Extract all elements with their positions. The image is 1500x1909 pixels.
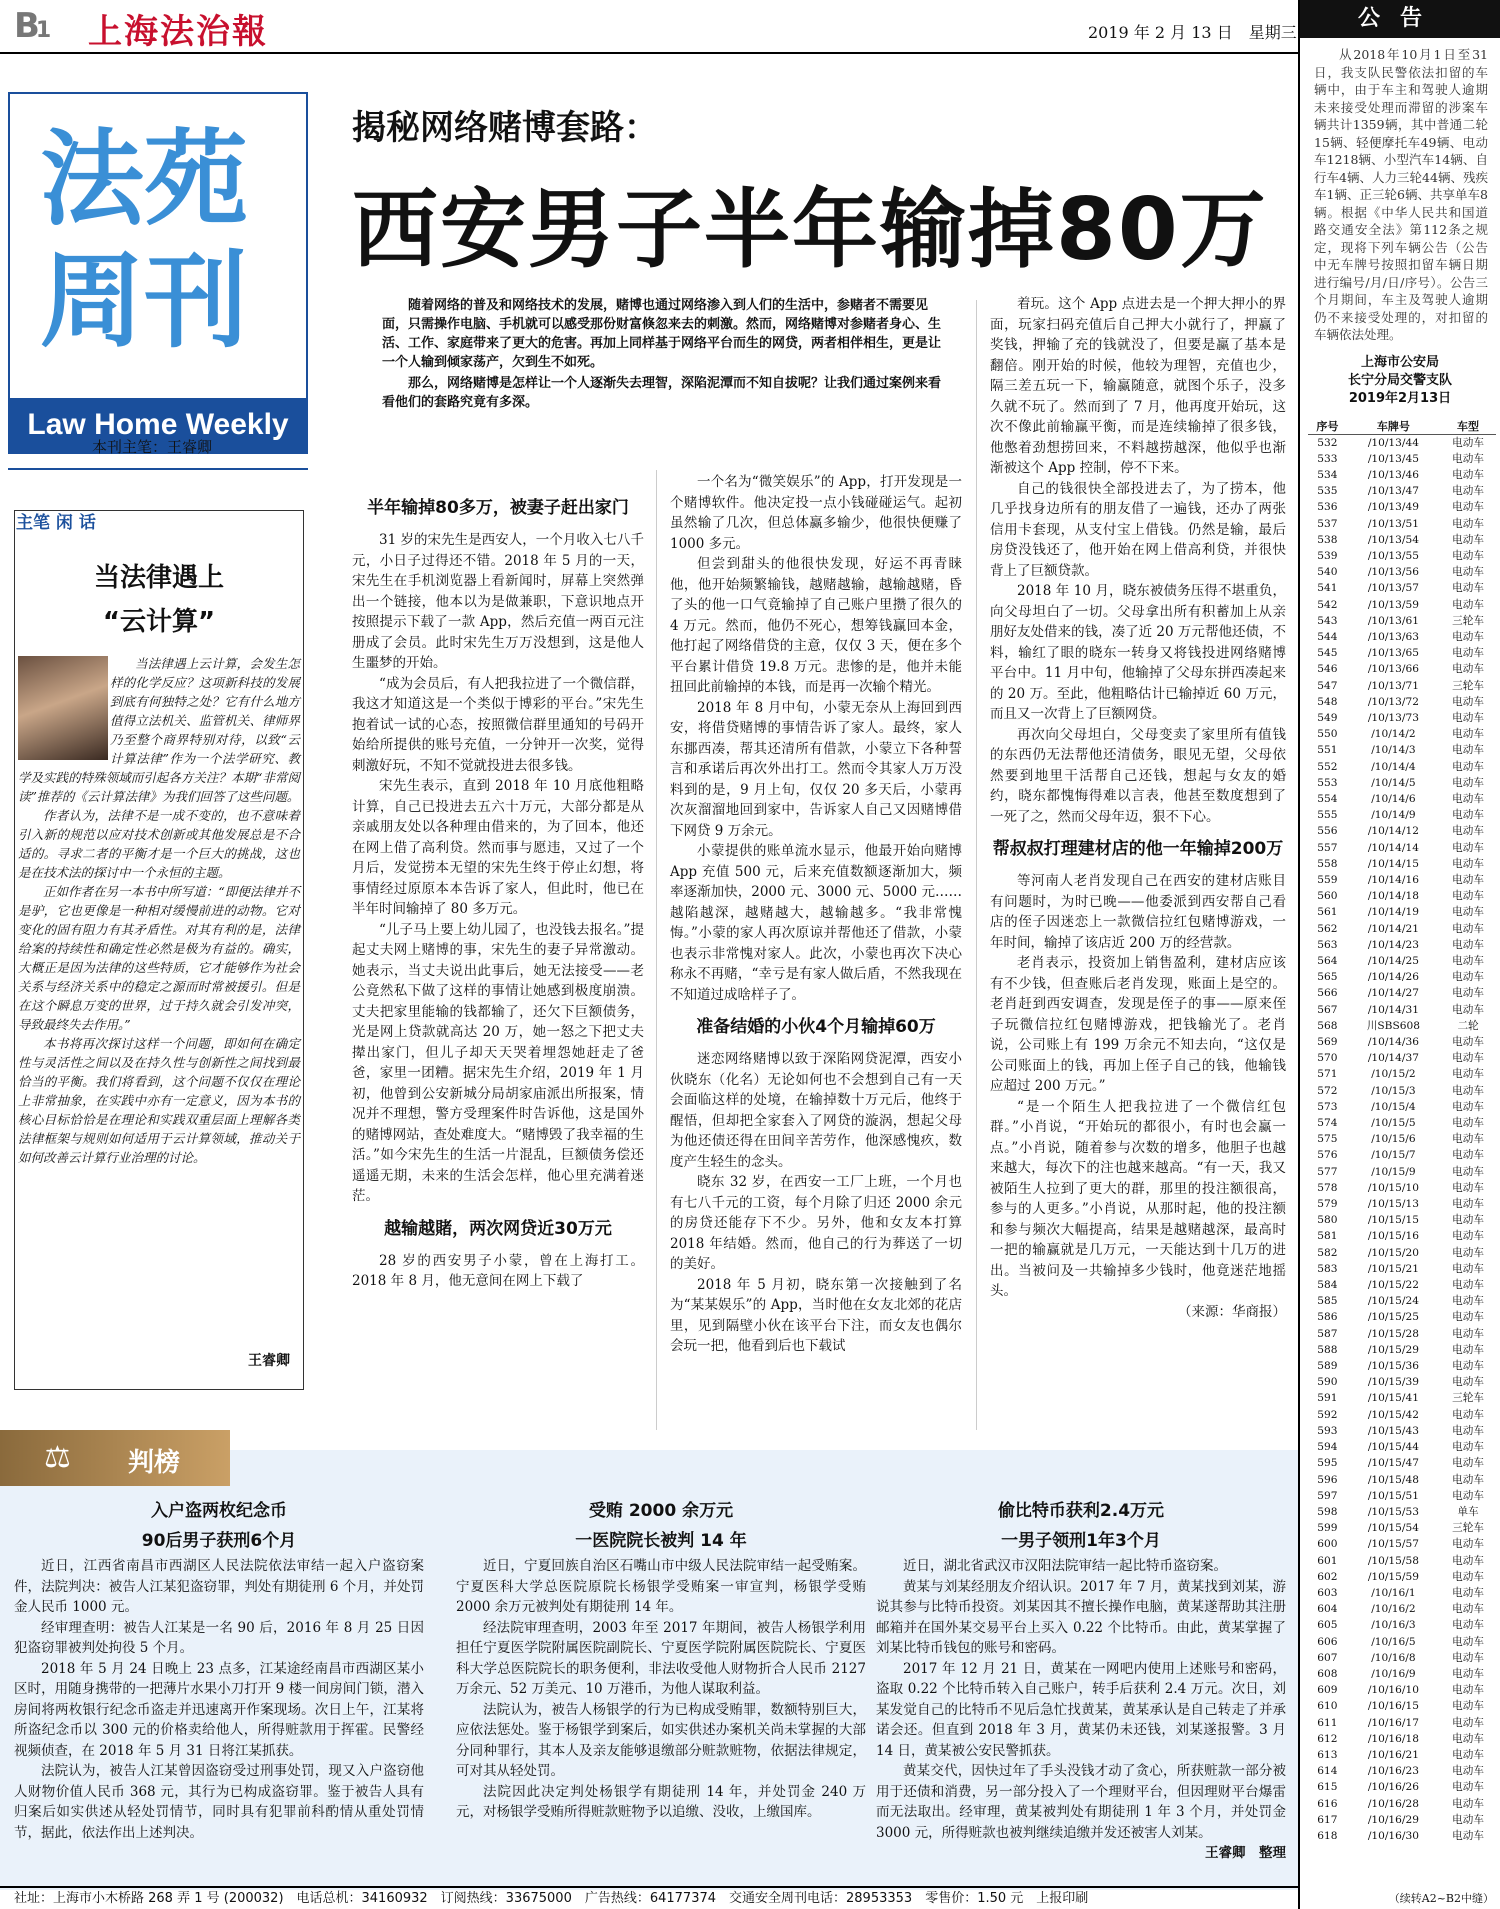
masthead xyxy=(8,92,308,454)
table-row: 617 /10/16/29 电动车 xyxy=(1317,1813,1484,1826)
table-row: 539 /10/13/55 电动车 xyxy=(1317,549,1484,562)
article-source: （来源：华商报） xyxy=(1178,1303,1286,1320)
paper-logo: 上海法治報 xyxy=(88,12,268,52)
table-row: 601 /10/15/58 电动车 xyxy=(1317,1554,1484,1567)
verdict-case-1: 入户盗两枚纪念币 90后男子获刑6个月 近日，江西省南昌市西湖区人民法院依法审结一起入户盗窃案件，法院判决：被告人江某犯盗窃罪，判处有期徒刑 6 个月，并处罚金人民币 1000 元。 经审理查明：被告人江某是一名 90 后，2016 年 8 月 25 日因犯盗窃罪被判处拘役 5 个月。 2018 年 5 月 24 日晚上 23 点多，江某途经南昌市西湖区某小区时，用随身携带的一把薄片水果小刀打开 9 楼一间房间门锁，潜入房间将两枚银行纪念币盗走并迅速离开作案现场。次日上午，江某将所盗纪念币以 300 元的价格卖给他人，所得赃款用于挥霍。民警经视频侦查，在 2018 年 5 月 31 日将江某抓获。 法院认为，被告人江某曾因盗窃受过刑事处罚，现又入户盗窃他人财物价值人民币 368 元，其行为已构成盗窃罪。鉴于被告人具有归案后如实供述从轻处罚情节，同时具有犯罪前科酌情从重处罚情节，据此，依法作出上述判决。 xyxy=(14,1501,424,1841)
table-row: 534 /10/13/46 电动车 xyxy=(1317,468,1484,481)
table-row: 578 /10/15/10 电动车 xyxy=(1317,1181,1484,1194)
verdict-case-2: 受贿 2000 余万元 一医院院长被判 14 年 近日，宁夏回族自治区石嘴山市中级人民法院审结一起受贿案。宁夏医科大学总医院原院长杨银学受贿案一审宣判，杨银学受贿 2000 余万元被判处有期徒刑 14 年。 经法院审理查明，2003 年至 2017 年期间，被告人杨银学利用担任宁夏医学院附属医院副院长、宁夏医学院附属医院院长、宁夏医科大学总医院院长的职务便利，非法收受他人财物折合人民币 2127 万余元、52 万美元、10 万港币，为他人谋取利益。 法院认为，被告人杨银学的行为已构成受贿罪，数额特别巨大，应依法惩处。鉴于杨银学到案后，如实供述办案机关尚未掌握的大部分同种罪行，其本人及亲友能够退缴部分赃款赃物，依据法律规定，可对其从轻处罚。 法院因此决定判处杨银学有期徒刑 14 年，并处罚金 240 万元，对杨银学受贿所得赃款赃物予以追缴、没收，上缴国库。 xyxy=(456,1501,866,1820)
column-author: 王睿卿 xyxy=(248,1353,290,1369)
footer: 社址：上海市小木桥路 268 弄 1 号 (200032) 电话总机：34160932 订阅热线：33675000 广告热线：64177374 交通安全周刊电话：28953353 零售价：1.50 元 上报印刷 xyxy=(0,1886,1298,1909)
table-row: 566 /10/14/27 电动车 xyxy=(1317,987,1484,1000)
table-row: 591 /10/15/41 三轮车 xyxy=(1317,1392,1484,1405)
gavel-icon: ⚖ xyxy=(44,1440,71,1475)
table-row: 551 /10/14/3 电动车 xyxy=(1317,744,1484,757)
table-row: 535 /10/13/47 电动车 xyxy=(1317,485,1484,498)
table-row: 548 /10/13/72 电动车 xyxy=(1317,695,1484,708)
table-row: 615 /10/16/26 电动车 xyxy=(1317,1781,1484,1794)
table-row: 549 /10/13/73 电动车 xyxy=(1317,711,1484,724)
column-title: 当法律遇上 “云计算” xyxy=(93,563,224,637)
article-lead: 随着网络的普及和网络技术的发展，赌博也通过网络渗入到人们的生活中，参赌者不需要见面，只需操作电脑、手机就可以感受那份财富倏忽来去的刺激。然而，网络赌博对参赌者身心、生活、工作、家庭带来了更大的危害。再加上同样基于网络平台而生的网贷，两者相伴相生，更是让一个人输到倾家荡产，欠到生不如死。 那么，网络赌博是怎样让一个人逐渐失去理智，深陷泥潭而不知自拔呢？让我们通过案例来看看他们的套路究竟有多深。 xyxy=(382,298,942,410)
table-row: 557 /10/14/14 电动车 xyxy=(1317,841,1484,854)
table-row: 609 /10/16/10 电动车 xyxy=(1317,1684,1484,1697)
page-header xyxy=(0,0,1298,54)
table-row: 589 /10/15/36 电动车 xyxy=(1317,1360,1484,1373)
table-row: 577 /10/15/9 电动车 xyxy=(1317,1165,1484,1178)
article-subtitle: 揭秘网络赌博套路： xyxy=(352,108,658,148)
table-row: 563 /10/14/23 电动车 xyxy=(1317,938,1484,951)
table-row: 573 /10/15/4 电动车 xyxy=(1317,1100,1484,1113)
table-row: 562 /10/14/21 电动车 xyxy=(1317,922,1484,935)
table-row: 602 /10/15/59 电动车 xyxy=(1317,1570,1484,1583)
table-row: 550 /10/14/2 电动车 xyxy=(1317,728,1484,741)
table-row: 606 /10/16/5 电动车 xyxy=(1317,1635,1484,1648)
table-row: 540 /10/13/56 电动车 xyxy=(1317,566,1484,579)
table-row: 559 /10/14/16 电动车 xyxy=(1317,873,1484,886)
table-row: 544 /10/13/63 电动车 xyxy=(1317,630,1484,643)
table-row: 593 /10/15/43 电动车 xyxy=(1317,1424,1484,1437)
table-row: 536 /10/13/49 电动车 xyxy=(1317,501,1484,514)
article-column-3: 着玩。这个 App 点进去是一个押大押小的界面，玩家扫码充值后自己押大小就行了，押赢了奖钱，押输了充的钱就没了，但要是赢了基本是翻倍。刚开始的时候，他较为理智，充值也少，隔三差五玩一下，输赢随意，就图个乐子，没多久就不玩了。然而到了 7 月，他再度开始玩，这次不像此前输赢平衡，而是连续输掉了很多钱，他憋着劲想捞回来，不料越捞越深，他似乎也渐渐被这个 App 控制，停不下来。 自己的钱很快全部投进去了，为了捞本，他几乎找身边所有的朋友借了一遍钱，还办了两张信用卡套现，从支付宝上借钱。仍然是输，最后房贷没钱还了，他开始在网上借高利贷，并很快背上了巨额贷款。 2018 年 10 月，晓东被债务压得不堪重负，向父母坦白了一切。父母拿出所有积蓄加上从亲朋好友处借来的钱，凑了近 20 万元帮他还债，不料，输红了眼的晓东一转身又将钱投进网络赌博平台中。11 月中旬，他输掉了父母东拼西凑起来的 20 万。至此，他粗略估计已输掉近 60 万元，而且又一次背上了巨额网贷。 再次向父母坦白，父母变卖了家里所有值钱的东西仍无法帮他还清债务，眼见无望，父母依然要到地里干活帮自己还钱，想起与女友的婚约，晓东都愧悔得难以言表，他甚至数度想到了一死了之，然而父母年迈，狠不下心。 帮叔叔打理建材店的他一年输掉200万 等河南人老肖发现自己在西安的建材店账目有问题时，为时已晚——他委派到西安帮自己看店的侄子因迷恋上一款微信拉红包赌博游戏，一年时间，输掉了该店近 200 万的经营款。 老肖表示，投资加上销售盈利，建材店应该有不少钱，但查账后老肖发现，账面上是空的。老肖赶到西安调查，发现是侄子的事——原来侄子玩微信拉红包赌博游戏，把钱输光了。老肖说，公司账上有 199 万余元不知去向，“这仅是公司账面上的钱，再加上侄子自己的钱，他输钱应超过 200 万元。” “是一个陌生人把我拉进了一个微信红包群。”小肖说，“开始玩的都很小，有时也会赢一点。”小肖说，随着参与次数的增多，他胆子也越来越大，每次下的注也越来越高。“有一天，我又被陌生人拉到了更大的群，那里的投注额很高，参与的人更多。”小肖说，从那时起，他的投注额和参与频次大幅提高，结果是越赌越深，最高时一把的输赢就是几万元，一天能达到十几万的进出。当被问及一共输掉多少钱时，他竟迷茫地摇头。 （来源：华商报） xyxy=(990,294,1286,1322)
table-row: 579 /10/15/13 电动车 xyxy=(1317,1198,1484,1211)
table-row: 555 /10/14/9 电动车 xyxy=(1317,809,1484,822)
table-row: 585 /10/15/24 电动车 xyxy=(1317,1295,1484,1308)
divider xyxy=(656,470,657,1430)
table-row: 598 /10/15/53 单车 xyxy=(1317,1505,1479,1518)
issue-date: 2019 年 2 月 13 日 星期三 xyxy=(1088,23,1297,42)
table-row: 569 /10/14/36 电动车 xyxy=(1317,1036,1484,1049)
table-row: 533 /10/13/45 电动车 xyxy=(1317,452,1484,465)
table-row: 547 /10/13/71 三轮车 xyxy=(1317,679,1484,692)
table-row: 588 /10/15/29 电动车 xyxy=(1317,1343,1484,1356)
table-row: 590 /10/15/39 电动车 xyxy=(1317,1376,1484,1389)
table-row: 592 /10/15/42 电动车 xyxy=(1317,1408,1484,1421)
table-row: 618 /10/16/30 电动车 xyxy=(1317,1829,1484,1842)
divider xyxy=(976,300,977,1430)
table-row: 587 /10/15/28 电动车 xyxy=(1317,1327,1484,1340)
table-row: 605 /10/16/3 电动车 xyxy=(1317,1619,1484,1632)
table-row: 541 /10/13/57 电动车 xyxy=(1317,582,1484,595)
table-row: 597 /10/15/51 电动车 xyxy=(1317,1489,1484,1502)
masthead-english: Law Home Weekly xyxy=(10,398,306,452)
table-row: 532 /10/13/44 电动车 xyxy=(1317,436,1484,449)
table-row: 538 /10/13/54 电动车 xyxy=(1317,533,1484,546)
table-row: 575 /10/15/6 电动车 xyxy=(1317,1133,1484,1146)
section-heading: 准备结婚的小伙4个月输掉60万 xyxy=(696,1017,936,1037)
table-row: 600 /10/15/57 电动车 xyxy=(1317,1538,1484,1551)
table-row: 556 /10/14/12 电动车 xyxy=(1317,825,1484,838)
table-row: 571 /10/15/2 电动车 xyxy=(1317,1068,1484,1081)
table-row: 545 /10/13/65 电动车 xyxy=(1317,647,1484,660)
table-row: 614 /10/16/23 电动车 xyxy=(1317,1765,1484,1778)
table-row: 565 /10/14/26 电动车 xyxy=(1317,971,1484,984)
divider xyxy=(8,468,308,470)
table-row: 543 /10/13/61 三轮车 xyxy=(1317,614,1484,627)
table-row: 596 /10/15/48 电动车 xyxy=(1317,1473,1484,1486)
table-row: 576 /10/15/7 电动车 xyxy=(1317,1149,1484,1162)
notice-rail xyxy=(1298,0,1500,1909)
table-row: 558 /10/14/15 电动车 xyxy=(1317,857,1484,870)
table-row: 561 /10/14/19 电动车 xyxy=(1317,906,1484,919)
table-row: 599 /10/15/54 三轮车 xyxy=(1317,1522,1484,1535)
column-text: 当法律遇上云计算，会发生怎样的化学反应？这项新科技的发展到底有何独特之处？它有什么地方值得立法机关、监管机关、律师界乃至整个商界特别对待，以致“云计算法律”作为一个法学研究、教学及实践的特殊领域而引起各方关注？本期“非常阅读”推荐的《云计算法律》为我们回答了这些问题。 作者认为，法律不是一成不变的，也不意味着引入新的规范以应对技术创新或其他发展总是不合适的。寻求二者的平衡才是一个巨大的挑战，这也是在技术法的探讨中一个永恒的主题。 正如作者在另一本书中所写道：“即便法律并不是驴，它也更像是一种相对缓慢前进的动物。它对变化的固有阻力有其矛盾性。对其有利的是，法律给案的持续性和确定性必然是极为有益的。确实，大概正是因为法律的这些特质，它才能够作为社会关系与经济关系中的稳定之源而时常被援引。但是在这个瞬息万变的世界，过于持久就会引发冲突，导致最终失去作用。” 本书将再次探讨这样一个问题，即如何在确定性与灵活性之间以及在持久性与创新性之间找到最恰当的平衡。我们将看到，这个问题不仅仅在理论上非常抽象，在实践中亦有一定意义，因为本书的核心目标恰恰是在理论和实践双重层面上理解各类法律框架与规则如何适用于云计算领域，推动关于如何改善云计算行业治理的讨论。 xyxy=(18,656,300,1165)
table-row: 553 /10/14/5 电动车 xyxy=(1317,776,1484,789)
table-row: 580 /10/15/15 电动车 xyxy=(1317,1214,1484,1227)
notice-text: 从2018年10月1日至31日，我支队民警依法扣留的车辆中，由于车主和驾驶人逾期未来接受处理而滞留的涉案车辆共计1359辆，其中普通二轮15辆、轻便摩托车49辆、电动车1218辆、小型汽车14辆、自行车4辆、人力三轮44辆、残疾车1辆、正三轮6辆、共享单车8辆。根据《中华人民共和国道路交通安全法》第112条之规定，现将下列车辆公告（公告中无车牌号按照扣留车辆日期进行编号/月/日/序号）。公告三个月期间，车主及驾驶人逾期仍不来接受处理的，对扣留的车辆依法处理。 xyxy=(1314,47,1488,342)
table-row: 586 /10/15/25 电动车 xyxy=(1317,1311,1484,1324)
vehicle-table: 序号 车牌号 车型 532 /10/13/44 电动车 533 /10/13/45 电动车 534 /10/13/46 电动车 535 /10/13/47 电动车 536 /10/13/49 电动车 537 /10/13/51 电动车 538 /10/13/54 电动车 539 /10/13/55 电动车 540 /10/13/56 电动车 541 /10/13/57 电动车 542 /10/13/59 电动车 543 /10/13/61 三轮车 544 /10/13/63 电动车 545 /10/13/65 电动车 546 /10/13/66 电动车 547 /10/13/71 三轮车 548 /10/13/72 电动车 549 /10/13/73 电动车 550 /10/14/2 电动车 551 /10/14/3 电动车 552 /10/14/4 电动车 553 /10/14/5 电动车 554 /10/14/6 电动车 555 /10/14/9 电动车 556 /10/14/12 电动车 557 /10/14/14 电动车 558 /10/14/15 电动车 559 /10/14/16 电动车 560 /10/14/18 电动车 561 /10/14/19 电动车 562 /10/14/21 电动车 563 /10/14/23 电动车 564 /10/14/25 电动车 565 /10/14/26 电动车 566 /10/14/27 电动车 567 /10/14/31 电动车 568 川SBS608 二轮 569 /10/14/36 电动车 570 /10/14/37 电动车 571 /10/15/2 电动车 572 /10/15/3 电动车 573 /10/15/4 电动车 574 /10/15/5 电动车 575 /10/15/6 电动车 576 /10/15/7 电动车 577 /10/15/9 电动车 578 /10/15/10 电动车 579 /10/15/13 电动车 580 /10/15/15 电动车 581 /10/15/16 电动车 582 /10/15/20 电动车 583 /10/15/21 电动车 584 /10/15/22 电动车 585 /10/15/24 电动车 586 /10/15/25 电动车 587 /10/15/28 电动车 588 /10/15/29 电动车 589 /10/15/36 电动车 590 /10/15/39 电动车 591 /10/15/41 三轮车 592 /10/15/42 电动车 593 /10/15/43 电动车 594 /10/15/44 电动车 595 /10/15/47 电动车 596 /10/15/48 电动车 597 /10/15/51 电动车 598 /10/15/53 单车 599 /10/15/54 三轮车 600 /10/15/57 电动车 601 /10/15/58 电动车 602 /10/15/59 电动车 603 /10/16/1 电动车 604 /10/16/2 电动车 605 /10/16/3 电动车 606 /10/16/5 电动车 607 /10/16/8 电动车 608 /10/16/9 电动车 609 /10/16/10 电动车 610 /10/16/15 电动车 611 /10/16/17 电动车 612 /10/16/18 电动车 613 /10/16/21 电动车 614 /10/16/23 电动车 615 /10/16/26 电动车 616 /10/16/28 电动车 617 /10/16/29 电动车 618 /10/16/30 电动车 xyxy=(1308,418,1496,1845)
table-row: 584 /10/15/22 电动车 xyxy=(1317,1279,1484,1292)
verdict-banner: ⚖ 判榜 xyxy=(0,1430,230,1486)
table-row: 572 /10/15/3 电动车 xyxy=(1317,1084,1484,1097)
table-row: 603 /10/16/1 电动车 xyxy=(1317,1586,1484,1599)
table-row: 583 /10/15/21 电动车 xyxy=(1317,1262,1484,1275)
page-label: B1 xyxy=(14,6,52,46)
table-row: 581 /10/15/16 电动车 xyxy=(1317,1230,1484,1243)
verdict-case-3: 偷比特币获利2.4万元 一男子领刑1年3个月 近日，湖北省武汉市汉阳法院审结一起比特币盗窃案。 黄某与刘某经朋友介绍认识。2017 年 7 月，黄某找到刘某，游说其参与比特币投资。刘某因其不擅长操作电脑，黄某遂帮助其注册邮箱并在国外某交易平台上买入 0.22 个比特币。由此，黄某掌握了刘某比特币钱包的账号和密码。 2017 年 12 月 21 日，黄某在一网吧内使用上述账号和密码，盗取 0.22 个比特币转入自己账户，转手后获利 2.4 万元。次日，刘某发觉自己的比特币不见后急忙找黄某，黄某承认是自己转走了并承诺会还。但直到 2018 年 3 月，黄某仍未还钱，刘某遂报警。3 月 14 日，黄某被公安民警抓获。 黄某交代，因快过年了手头没钱才动了贪心，所获赃款一部分被用于还债和消费，另一部分投入了一个理财平台，但因理财平台爆雷而无法取出。经审理，黄某被判处有期徒刑 1 年 3 个月，并处罚金 3000 元，所得赃款也被判继续追缴并发还被害人刘某。 王睿卿 整理 xyxy=(876,1501,1286,1861)
table-row: 611 /10/16/17 电动车 xyxy=(1317,1716,1484,1729)
table-row: 546 /10/13/66 电动车 xyxy=(1317,663,1484,676)
table-row: 610 /10/16/15 电动车 xyxy=(1317,1700,1484,1713)
article-column-2: 一个名为“微笑娱乐”的 App，打开发现是一个赌博软件。他决定投一点小钱碰碰运气。起初虽然输了几次，但总体赢多输少，他很快便赚了 1000 多元。 但尝到甜头的他很快发现，好运不再青睐他，他开始频繁输钱，越赌越输，越输越赌，昏了头的他一口气竟输掉了自己账户里攒了很久的 4 万元。然而，他仍不死心，想筹钱赢回本金，他打起了网络借贷的主意，仅仅 3 天，便在多个平台累计借贷 19.8 万元。悲惨的是，他并未能扭回此前输掉的本钱，而是再一次输个精光。 2018 年 8 月中旬，小蒙无奈从上海回到西安，将借贷赌博的事情告诉了家人。最终，家人东挪西凑，帮其还清所有借款，小蒙立下各种誓言和承诺后再次外出打工。然而令其家人万万没料到的是，9 月上旬，仅仅 20 多天后，小蒙再次灰溜溜地回到家中，告诉家人自己又因赌博借下网贷 9 万余元。 小蒙提供的账单流水显示，他最开始向赌博 App 充值 500 元，后来充值数额逐渐加大，频率逐渐加快，2000 元、3000 元、5000 元……越陷越深，越赌越大，越输越多。“我非常愧悔。”小蒙的家人再次原谅并帮他还了借款，小蒙也表示非常愧对家人。此次，小蒙也再次下决心称永不再赌，“幸亏是有家人做后盾，不然我现在不知道过成啥样子了。 准备结婚的小伙4个月输掉60万 迷恋网络赌博以致于深陷网贷泥潭，西安小伙晓东（化名）无论如何也不会想到自己有一天会面临这样的处境，在输掉数十万元后，他终于醒悟，但却把全家套入了网贷的漩涡，想起父母为他还债还得在田间辛苦劳作，他深感愧疚，数度产生轻生的念头。 晓东 32 岁，在西安一工厂上班，一个月也有七八千元的工资，每个月除了归还 2000 余元的房贷还能存下不少。另外，他和女友本打算 2018 年结婚。然而，他自己的行为葬送了一切的美好。 2018 年 5 月初，晓东第一次接触到了名为“某某娱乐”的 App，当时他在女友北郊的花店里，见到隔壁小伙在该平台下注，而女友也偶尔会玩一把，他看到后也下载试 xyxy=(670,474,962,1354)
masthead-title: 法苑 周刊 xyxy=(40,118,249,362)
continued-note: （续转A2~B2中缝） xyxy=(1388,1892,1494,1905)
article-title: 西安男子半年输掉80万 xyxy=(352,180,1268,280)
section-heading: 越输越賭，两次网贷近30万元 xyxy=(384,1218,612,1239)
table-row: 582 /10/15/20 电动车 xyxy=(1317,1246,1484,1259)
notice-signature: 上海市公安局 长宁分局交警支队 2019年2月13日 xyxy=(1347,354,1452,406)
section-heading: 半年输掉80多万，被妻子赶出家门 xyxy=(367,498,629,518)
article-column-1: 半年输掉80多万，被妻子赶出家门 31 岁的宋先生是西安人，一个月收入七八千元，小日子过得还不错。2018 年 5 月的一天，宋先生在手机浏览器上看新闻时，屏幕上突然弹出一个链接，他本以为是做兼职，下意识地点开按照提示下载了一款 App，然后充值一两百元注册成了会员。此时宋先生万万没想到，这是他人生噩梦的开始。 “成为会员后，有人把我拉进了一个微信群，我这才知道这是一个类似于博彩的平台。”宋先生抱着试一试的心态，按照微信群里通知的号码开始给所提供的账号充值，一分钟开一次奖，觉得刺激好玩，不知不觉就投进去很多钱。 宋先生表示，直到 2018 年 10 月底他粗略计算，自己已投进去五六十万元，大部分都是从亲戚朋友处以各种理由借来的，为了回本，他还在网上借了高利贷。然而事与愿违，又过了一个月后，发觉捞本无望的宋先生终于停止幻想，将事情经过原原本本告诉了家人，但此时，他已在半年时间输掉了 80 多万元。 “儿子马上要上幼儿园了，也没钱去报名。”提起丈夫网上赌博的事，宋先生的妻子异常激动。她表示，当丈夫说出此事后，她无法接受——老公竟然私下做了这样的事情让她感到极度崩溃。丈夫把家里能输的钱都输了，还欠下巨额债务，光是网上贷款就高达 20 万，她一怒之下把丈夫撵出家门，但儿子却天天哭着埋怨她赶走了爸爸，家里一团糟。据宋先生介绍，2019 年 1 月初，他曾到公安新城分局胡家庙派出所报案，情况并不理想，警方受理案件时告诉他，这是国外的赌博网站，查处难度大。“赌博毁了我幸福的生活。”如今宋先生的生活一片混乱，巨额债务偿还遥遥无期，未来的生活会怎样，他心里充满着迷茫。 越输越賭，两次网贷近30万元 28 岁的西安男子小蒙，曾在上海打工。2018 年 8 月，他无意间在网上下载了 xyxy=(352,486,644,1292)
editor-credit: 本刊主笔：王睿卿 xyxy=(92,438,213,456)
column-label: 主笔 闲 话 xyxy=(16,513,96,533)
table-row: 537 /10/13/51 电动车 xyxy=(1317,517,1484,530)
table-row: 594 /10/15/44 电动车 xyxy=(1317,1441,1484,1454)
table-row: 612 /10/16/18 电动车 xyxy=(1317,1732,1484,1745)
table-row: 560 /10/14/18 电动车 xyxy=(1317,890,1484,903)
table-row: 613 /10/16/21 电动车 xyxy=(1317,1748,1484,1761)
table-row: 574 /10/15/5 电动车 xyxy=(1317,1117,1484,1130)
table-row: 568 川SBS608 二轮 xyxy=(1317,1019,1479,1032)
table-row: 570 /10/14/37 电动车 xyxy=(1317,1052,1484,1065)
table-row: 604 /10/16/2 电动车 xyxy=(1317,1603,1484,1616)
section-heading: 帮叔叔打理建材店的他一年输掉200万 xyxy=(992,839,1284,859)
table-row: 542 /10/13/59 电动车 xyxy=(1317,598,1484,611)
table-row: 554 /10/14/6 电动车 xyxy=(1317,792,1484,805)
table-row: 616 /10/16/28 电动车 xyxy=(1317,1797,1484,1810)
table-row: 552 /10/14/4 电动车 xyxy=(1317,760,1484,773)
table-row: 608 /10/16/9 电动车 xyxy=(1317,1667,1484,1680)
table-row: 567 /10/14/31 电动车 xyxy=(1317,1003,1484,1016)
notice-header: 公告 xyxy=(1300,0,1500,38)
table-row: 607 /10/16/8 电动车 xyxy=(1317,1651,1484,1664)
table-row: 564 /10/14/25 电动车 xyxy=(1317,955,1484,967)
table-row: 595 /10/15/47 电动车 xyxy=(1317,1457,1484,1470)
